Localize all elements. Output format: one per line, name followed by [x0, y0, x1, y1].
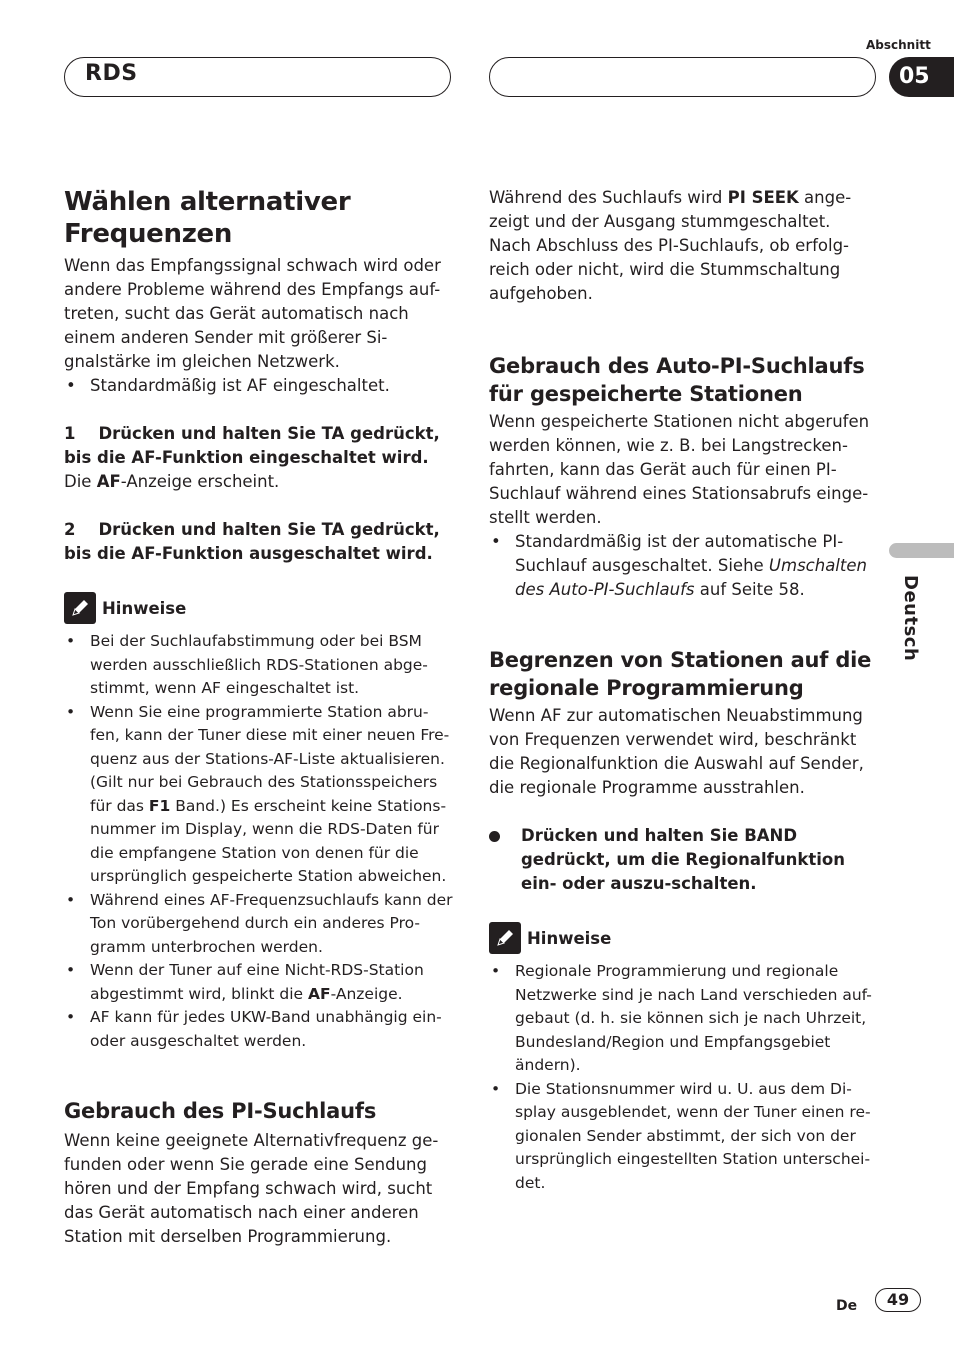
- step-regional: [489, 824, 877, 896]
- note-item: • Regionale Programmierung und regionale Netzwerke sind je nach Land verschieden auf-gebaut (d. h. sie können sich je nach Uhrzeit, Bundesland/Region und Empfangsgebiet ändern).: [489, 960, 877, 1078]
- step-bullet-dot-icon: [489, 831, 500, 842]
- header-title-pill: [64, 57, 451, 97]
- note-4-post: -Anzeige.: [330, 984, 403, 1003]
- step-1-result: [64, 470, 456, 494]
- paragraph-auto-pi-seek: Wenn gespeicherte Stationen nicht abgerufen werden können, wie z. B. bei Langstrecken-fahrten, kann das Gerät auch für einen PI-Suchlauf während eines Stationsabrufs einge-stellt werden.: [489, 412, 870, 527]
- notes-title: Hinweise: [102, 598, 187, 618]
- f1-band-label: F1: [148, 796, 171, 815]
- note-item: • AF kann für jedes UKW-Band unabhängig ein- oder ausgeschaltet werden.: [64, 1006, 456, 1053]
- note-2-pre: Wenn Sie eine programmierte Station abru-fen, kann der Tuner diese mit einer neuen Fre-quenz aus der Stations-AF-Liste aktualisieren. (Gilt nur bei Gebrauch des Stationsspeichers für das: [90, 702, 450, 815]
- step-1-text: Drücken und halten Sie TA gedrückt, bis die AF-Funktion eingeschaltet wird.: [64, 424, 440, 467]
- note-item: • Die Stationsnummer wird u. U. aus dem Di-splay ausgeblendet, wenn der Tuner einen re-gionalen Sender abstimmt, der sich von der ursprünglich eingestellten Station unterschei-det.: [489, 1078, 877, 1196]
- pencil-icon: [489, 922, 521, 954]
- note-item: • Während eines AF-Frequenzsuchlaufs kann der Ton vorübergehend durch ein anderes Pro-gramm unterbrochen werden.: [64, 889, 456, 960]
- heading-alternative-frequencies: Wählen alternativer Frequenzen: [64, 187, 351, 249]
- af-indicator-label: AF: [96, 472, 121, 491]
- header-title: RDS: [85, 61, 138, 86]
- heading-regional: Begrenzen von Stationen auf die regionale Programmierung: [489, 648, 872, 700]
- step-regional-text: Drücken und halten Sie BAND gedrückt, um die Regionalfunktion ein- oder auszu-schalten.: [521, 826, 845, 893]
- notes-header-left: [64, 592, 456, 624]
- bullet-auto-pi-default: [489, 530, 877, 602]
- paragraph-regional: Wenn AF zur automatischen Neuabstimmung von Frequenzen verwendet wird, beschränkt die Regionalfunktion die Auswahl auf Sender, die regionale Programme ausstrahlen.: [489, 706, 864, 797]
- note-item: [64, 701, 456, 889]
- notes-title: Hinweise: [527, 928, 612, 948]
- footer-language-code: De: [836, 1298, 858, 1314]
- pi-seek-indicator-label: PI SEEK: [727, 188, 799, 207]
- page-number: 49: [875, 1288, 921, 1312]
- language-tab-marker: [889, 543, 954, 558]
- notes-list-right: [489, 960, 877, 1195]
- note-item: [64, 959, 456, 1006]
- step-2-number: 2: [64, 520, 76, 539]
- pi-seek-pre: Während des Suchlaufs wird: [489, 188, 728, 207]
- af-indicator-label: AF: [308, 984, 331, 1003]
- heading-pi-seek: Gebrauch des PI-Suchlaufs: [64, 1099, 377, 1123]
- header-empty-pill: [489, 57, 876, 97]
- note-4-pre: Wenn der Tuner auf eine Nicht-RDS-Station abgestimmt wird, blinkt die: [90, 961, 424, 1003]
- note-2-post: Band.) Es erscheint keine Stations-nummer im Display, wenn die RDS-Daten für die empfangene Station von denen für die ursprünglich gespeicherte Station abweichen.: [90, 796, 447, 885]
- left-column: [64, 186, 456, 1249]
- bullet-auto-pre: Standardmäßig ist der automatische PI-Suchlauf ausgeschaltet. Siehe: [515, 532, 844, 575]
- section-label: Abschnitt: [866, 38, 931, 52]
- paragraph-alternative-frequencies: Wenn das Empfangssignal schwach wird oder andere Probleme während des Empfangs auf-treten, sucht das Gerät automatisch nach einem anderen Sender mit größerer Si-gnalstärke im gleichen Netzwerk.: [64, 256, 441, 371]
- step-1-number: 1: [64, 424, 76, 443]
- bullet-auto-post: auf Seite 58.: [694, 580, 805, 599]
- step-2-text: Drücken und halten Sie TA gedrückt, bis die AF-Funktion ausgeschaltet wird.: [64, 520, 440, 563]
- right-column: [489, 186, 877, 1195]
- heading-auto-pi-seek: Gebrauch des Auto-PI-Suchlaufs für gespeicherte Stationen: [489, 354, 865, 406]
- step-1: [64, 422, 456, 470]
- cross-reference-link: Umschalten des Auto-PI-Suchlaufs: [515, 556, 867, 599]
- notes-list-left: [64, 630, 456, 1053]
- step-1-result-pre: Die: [64, 472, 97, 491]
- step-1-result-post: -Anzeige erscheint.: [120, 472, 280, 491]
- bullet-af-default: • Standardmäßig ist AF eingeschaltet.: [64, 374, 456, 398]
- language-tab-label: Deutsch: [900, 575, 921, 662]
- paragraph-pi-seek: Wenn keine geeignete Alternativfrequenz ge-funden oder wenn Sie gerade eine Sendung hören und der Empfang schwach wird, sucht das Gerät automatisch nach einer anderen Station mit derselben Programmierung.: [64, 1131, 439, 1246]
- pencil-icon: [64, 592, 96, 624]
- pi-seek-post: ange-zeigt und der Ausgang stummgeschaltet. Nach Abschluss des PI-Suchlaufs, ob erfolg-reich oder nicht, wird die Stummschaltung aufgehoben.: [489, 188, 852, 303]
- step-2: [64, 518, 456, 566]
- notes-header-right: [489, 922, 877, 954]
- paragraph-pi-seek-display: [489, 186, 877, 306]
- chapter-number-badge: 05: [889, 57, 954, 97]
- note-item: • Bei der Suchlaufabstimmung oder bei BSM werden ausschließlich RDS-Stationen abge-stimmt, wenn AF eingeschaltet ist.: [64, 630, 456, 701]
